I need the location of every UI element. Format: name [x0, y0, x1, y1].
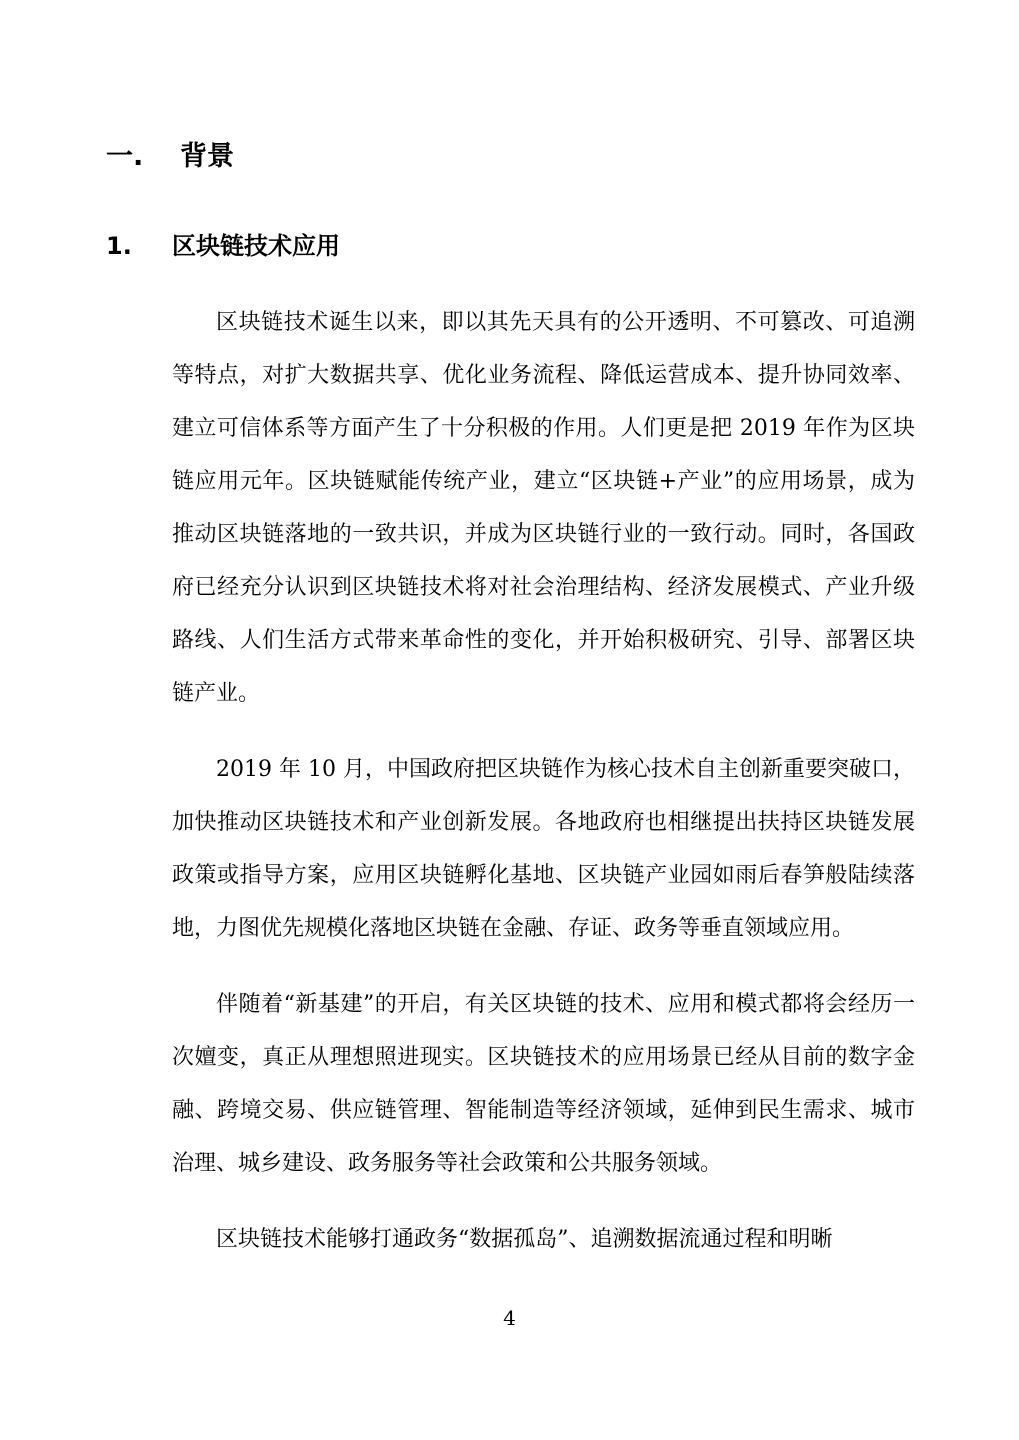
paragraph: 伴随着“新基建”的开启，有关区块链的技术、应用和模式都将会经历一次嬗变，真正从理想照进现实。区块链技术的应用场景已经从目前的数字金融、跨境交易、供应链管理、智能制造等经济领域，延伸到民生需求、城市治理、城乡建设、政务服务等社会政策和公共服务领域。 [172, 992, 915, 1176]
page-number: 4 [503, 1306, 516, 1330]
subsection-heading [106, 230, 915, 262]
body-text-block [172, 296, 915, 1266]
paragraph: 区块链技术诞生以来，即以其先天具有的公开透明、不可篡改、可追溯等特点，对扩大数据共享、优化业务流程、降低运营成本、提升协同效率、建立可信体系等方面产生了十分积极的作用。人们更是把 2019 年作为区块链应用元年。区块链赋能传统产业，建立“区块链+产业”的应用场景，成为推动区块链落地的一致共识，并成为区块链行业的一致行动。同时，各国政府已经充分认识到区块链技术将对社会治理结构、经济发展模式、产业升级路线、人们生活方式带来革命性的变化，并开始积极研究、引导、部署区块链产业。 [172, 310, 915, 706]
section-heading [106, 140, 915, 174]
subsection-title: 区块链技术应用 [172, 232, 340, 260]
paragraph: 区块链技术能够打通政务“数据孤岛”、追溯数据流通过程和明晰 [216, 1227, 833, 1252]
section-number: 一. [106, 141, 144, 172]
section-title: 背景 [180, 141, 234, 172]
subsection-number: 1. [106, 232, 132, 260]
paragraph: 2019 年 10 月，中国政府把区块链作为核心技术自主创新重要突破口，加快推动区块链技术和产业创新发展。各地政府也相继提出扶持区块链发展政策或指导方案，应用区块链孵化基地、区块链产业园如雨后春笋般陆续落地，力图优先规模化落地区块链在金融、存证、政务等垂直领域应用。 [172, 757, 915, 941]
